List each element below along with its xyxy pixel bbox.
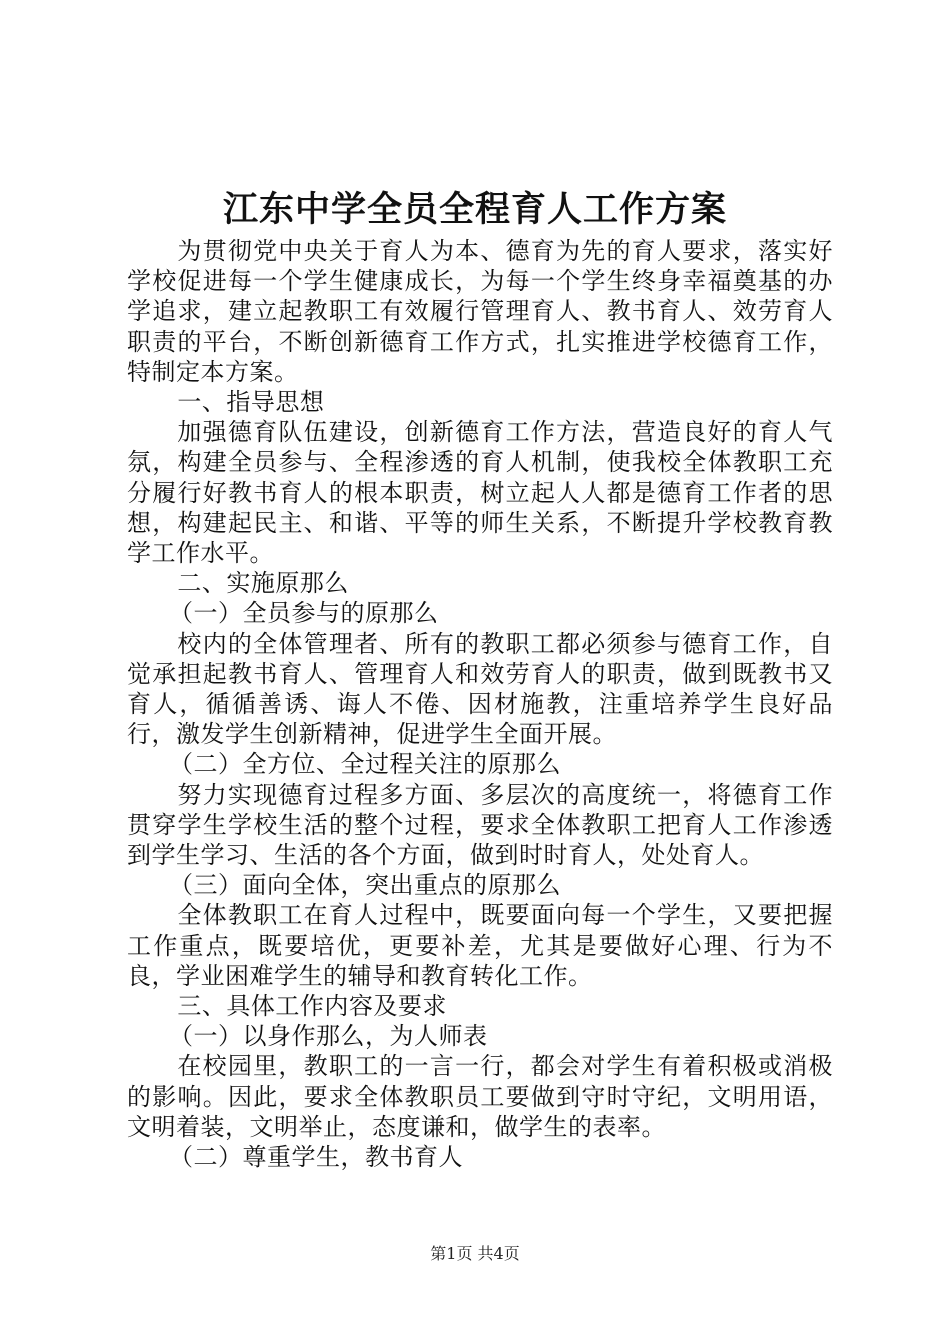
subheading-respect-students: （二）尊重学生，教书育人: [169, 1143, 463, 1172]
all-round-attention-paragraph: 努力实现德育过程多方面、多层次的高度统一，将德育工作贯穿学生学校生活的整个过程，要求全体教职工把育人工作渗透到学生学习、生活的各个方面，做到时时育人，处处育人。: [127, 780, 833, 870]
section-heading-principles: 二、实施原那么: [177, 569, 349, 598]
document-body: [127, 236, 833, 1172]
lead-by-example-paragraph: 在校园里，教职工的一言一行，都会对学生有着积极或消极的影响。因此，要求全体教职员工要做到守时守纪，文明用语，文明着装，文明举止，态度谦和，做学生的表率。: [127, 1052, 833, 1141]
section-heading-guiding-thought: 一、指导思想: [177, 388, 325, 417]
subheading-lead-by-example: （一）以身作那么，为人师表: [169, 1022, 488, 1051]
intro-paragraph: 为贯彻党中央关于育人为本、德育为先的育人要求，落实好学校促进每一个学生健康成长，为每一个学生终身幸福奠基的办学追求，建立起教职工有效履行管理育人、教书育人、效劳育人职责的平台，不断创新德育工作方式，扎实推进学校德育工作，特制定本方案。: [127, 237, 833, 386]
full-participation-paragraph: 校内的全体管理者、所有的教职工都必须参与德育工作，自觉承担起教书育人、管理育人和效劳育人的职责，做到既教书又育人，循循善诱、诲人不倦、因材施教，注重培养学生良好品行，激发学生创新精神，促进学生全面开展。: [127, 629, 833, 749]
subheading-all-round-attention: （二）全方位、全过程关注的原那么: [169, 750, 561, 779]
section-heading-work-content: 三、具体工作内容及要求: [177, 992, 447, 1021]
subheading-focus-on-all: （三）面向全体，突出重点的原那么: [169, 871, 561, 900]
document-title: 江东中学全员全程育人工作方案: [222, 189, 727, 230]
page-footer: 第1页 共4页: [430, 1244, 520, 1263]
subheading-full-participation: （一）全员参与的原那么: [169, 599, 439, 628]
guiding-thought-paragraph: 加强德育队伍建设，创新德育工作方法，营造良好的育人气氛，构建全员参与、全程渗透的育人机制，使我校全体教职工充分履行好教书育人的根本职责，树立起人人都是德育工作者的思想，构建起民主、和谐、平等的师生关系，不断提升学校教育教学工作水平。: [127, 418, 833, 568]
focus-on-all-paragraph: 全体教职工在育人过程中，既要面向每一个学生，又要把握工作重点，既要培优，更要补差，尤其是要做好心理、行为不良，学业困难学生的辅导和教育转化工作。: [127, 901, 833, 990]
